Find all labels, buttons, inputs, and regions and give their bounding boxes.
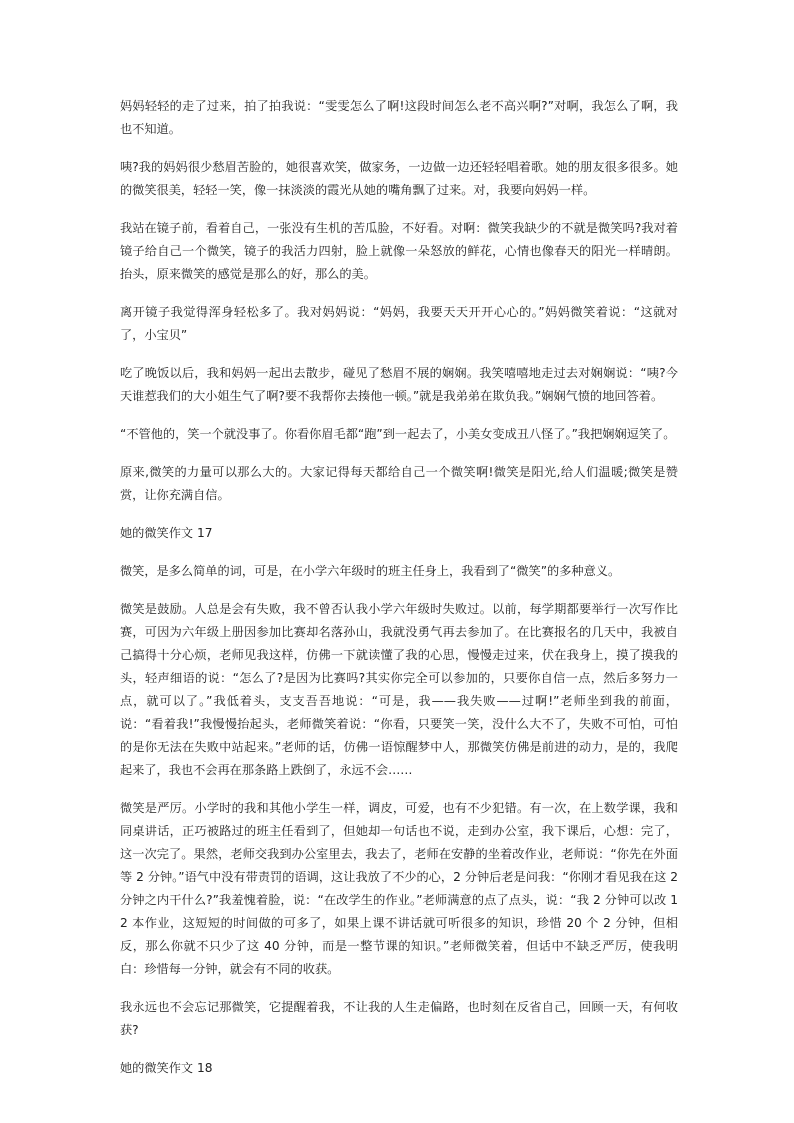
- paragraph: 微笑是鼓励。人总是会有失败，我不曾否认我小学六年级时失败过。以前，每学期都要举行一次写作比赛，可因为六年级上册因参加比赛却名落孙山，我就没勇气再去参加了。在比赛报名的几天中，我被自己搞得十分心烦，老师见我这样，仿佛一下就读懂了我的心思，慢慢走过来，伏在我身上，摸了摸我的头，轻声细语的说：“怎么了?是因为比赛吗?其实你完全可以参加的，只要你自信一点，然后多努力一点，就可以了。”我低着头，支支吾吾地说：“可是，我——我失败——过啊!”老师坐到我的前面，说：“看着我!”我慢慢抬起头，老师微笑着说：“你看，只要笑一笑，没什么大不了，失败不可怕，可怕的是你无法在失败中站起来。”老师的话，仿佛一语惊醒梦中人，那微笑仿佛是前进的动力，是的，我爬起来了，我也不会再在那条路上跌倒了，永远不会……: [120, 602, 678, 777]
- paragraph: 咦?我的妈妈很少愁眉苦脸的，她很喜欢笑，做家务，一边做一边还轻轻唱着歌。她的朋友很多很多。她的微笑很美，轻轻一笑，像一抹淡淡的霞光从她的嘴角飘了过来。对，我要向妈妈一样。: [120, 160, 678, 197]
- paragraph: 离开镜子我觉得浑身轻松多了。我对妈妈说：“妈妈，我要天天开开心心的。”妈妈微笑着说：“这就对了，小宝贝”: [120, 305, 678, 342]
- paragraph: 我站在镜子前，看着自己，一张没有生机的苦瓜脸，不好看。对啊：微笑我缺少的不就是微笑吗?我对着镜子给自己一个微笑，镜子的我活力四射，脸上就像一朵怒放的鲜花，心情也像春天的阳光一样晴朗。抬头，原来微笑的感觉是那么的好，那么的美。: [120, 221, 678, 281]
- paragraph: 吃了晚饭以后，我和妈妈一起出去散步，碰见了愁眉不展的娴娴。我笑嘻嘻地走过去对娴娴说：“咦?今天谁惹我们的大小姐生气了啊?要不我帮你去揍他一顿。”就是我弟弟在欺负我。”娴娴气愤的地回答着。: [120, 366, 678, 403]
- paragraph: “不管他的，笑一个就没事了。你看你眉毛都“跑”到一起去了，小美女变成丑八怪了。”我把娴娴逗笑了。: [120, 427, 676, 441]
- section-heading-17: 她的微笑作文 17: [120, 526, 213, 540]
- document-page: [120, 95, 678, 1095]
- paragraph: 微笑是严厉。小学时的我和其他小学生一样，调皮，可爱，也有不少犯错。有一次，在上数学课，我和同桌讲话，正巧被路过的班主任看到了，但她却一句话也不说，走到办公室，我下课后，心想：完了，这一次完了。果然，老师交我到办公室里去，我去了，老师在安静的坐着改作业，老师说：“你先在外面等 2 分钟。”语气中没有带责罚的语调，这让我放了不少的心，2 分钟后老是问我：“你刚才看见我在这 2 分钟之内干什么?”我羞愧着脸，说：“在改学生的作业。”老师满意的点了点头，说：“我 2 分钟可以改 12 本作业，这短短的时间做的可多了，如果上课不讲话就可听很多的知识，珍惜 20 个 2 分钟，但相反，那么你就不只少了这 40 分钟，而是一整节课的知识。”老师微笑着，但话中不缺乏严厉，使我明白：珍惜每一分钟，就会有不同的收获。: [120, 801, 678, 976]
- section-heading-18: 她的微笑作文 18: [120, 1061, 213, 1075]
- paragraph: 原来,微笑的力量可以那么大的。大家记得每天都给自己一个微笑啊!微笑是阳光,给人们温暖;微笑是赞赏，让你充满自信。: [120, 465, 678, 502]
- paragraph: 我永远也不会忘记那微笑，它提醒着我，不让我的人生走偏路，也时刻在反省自己，回顾一天，有何收获?: [120, 1000, 678, 1037]
- paragraph: 妈妈轻轻的走了过来，拍了拍我说：“雯雯怎么了啊!这段时间怎么老不高兴啊?”对啊，我怎么了啊，我也不知道。: [120, 99, 678, 136]
- paragraph: 微笑，是多么简单的词，可是，在小学六年级时的班主任身上，我看到了“微笑”的多种意义。: [120, 564, 621, 578]
